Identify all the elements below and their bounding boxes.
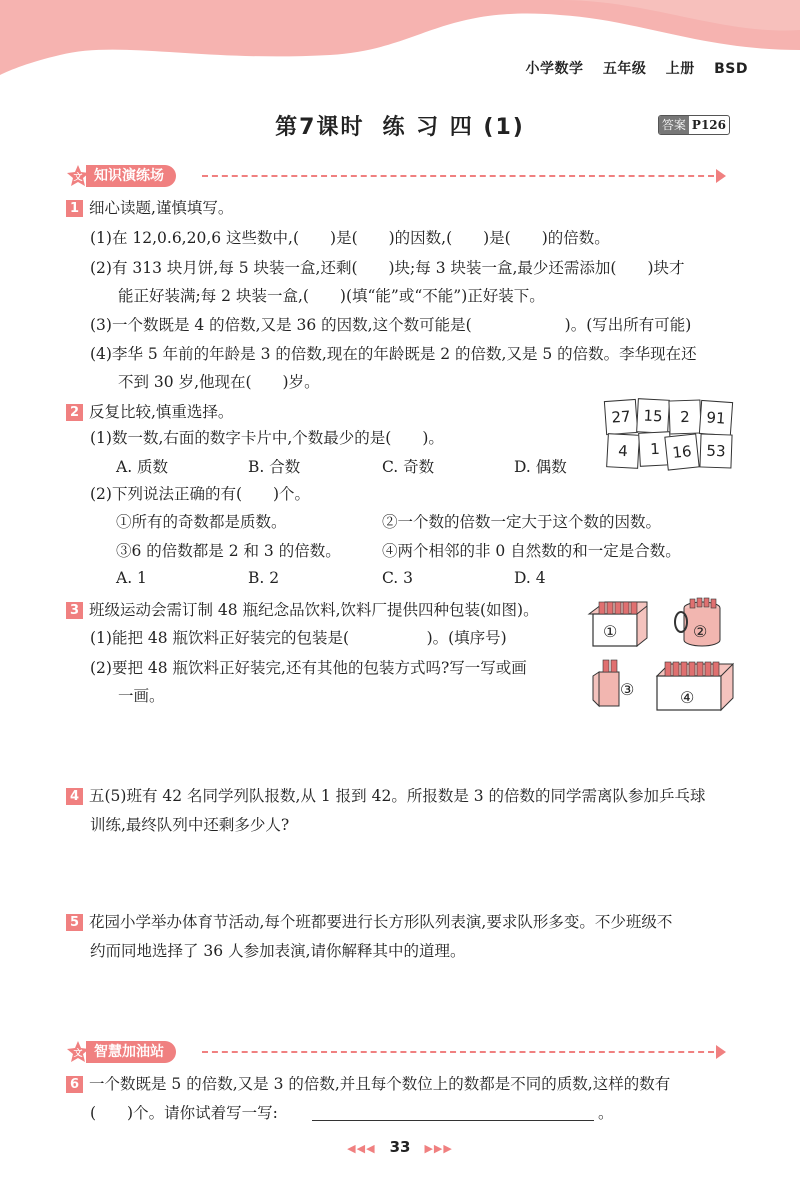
header-subject: 小学数学	[525, 61, 584, 77]
answer-label: 答案	[659, 116, 689, 134]
package-label-1: ①	[603, 622, 618, 641]
section-arrow-icon	[716, 1045, 726, 1059]
q6-line1	[66, 1074, 670, 1094]
q4-line1	[66, 786, 706, 806]
q1-number: 1	[66, 200, 83, 217]
q3-text: 班级运动会需订制 48 瓶纪念品饮料,饮料厂提供四种包装(如图)。	[89, 601, 539, 619]
q6-answer-line	[312, 1120, 594, 1121]
q6-number: 6	[66, 1076, 83, 1093]
package-label-4: ④	[680, 688, 695, 707]
q2-option2-b: B. 2	[248, 569, 280, 587]
header-grade: 五年级	[602, 61, 647, 77]
q2-statement-4: ④两个相邻的非 0 自然数的和一定是合数。	[382, 542, 681, 560]
header-info	[512, 58, 749, 78]
q3-part1: (1)能把 48 瓶饮料正好装完的包装是( )。(填序号)	[90, 629, 507, 647]
section-divider	[202, 1051, 714, 1053]
q5-line1	[66, 912, 672, 932]
q2-part1: (1)数一数,右面的数字卡片中,个数最少的是( )。	[90, 429, 444, 447]
q2-stem	[66, 402, 233, 422]
header-edition: BSD	[714, 61, 748, 77]
q2-option-b: B. 合数	[248, 458, 301, 476]
q2-option2-a: A. 1	[116, 569, 147, 587]
answer-page: P126	[691, 118, 726, 132]
package-label-3: ③	[620, 680, 635, 699]
page-footer	[0, 1138, 800, 1156]
number-card: 1	[638, 431, 672, 467]
package-box-4-icon	[657, 662, 733, 710]
q1-text: 细心读题,谨慎填写。	[89, 199, 234, 217]
q1-part2-line1: (2)有 313 块月饼,每 5 块装一盒,还剩( )块;每 3 块装一盒,最少还需添加( )块才	[90, 259, 685, 277]
right-arrows-icon: ▶▶▶	[424, 1142, 453, 1155]
q1-stem	[66, 198, 233, 218]
q2-option-c: C. 奇数	[382, 458, 435, 476]
q3-number: 3	[66, 602, 83, 619]
section-header-challenge	[66, 1040, 176, 1064]
svg-text:文: 文	[73, 173, 83, 183]
package-illustrations	[585, 596, 735, 716]
header-volume: 上册	[665, 61, 695, 77]
q6-line2: ( )个。请你试着写一写:	[90, 1104, 278, 1122]
section-divider	[202, 175, 714, 177]
q5-text: 花园小学举办体育节活动,每个班都要进行长方形队列表演,要求队形多变。不少班级不	[89, 913, 673, 931]
q6-period: 。	[598, 1104, 614, 1122]
q4-number: 4	[66, 788, 83, 805]
number-card: 91	[699, 400, 733, 436]
q4-line2: 训练,最终队列中还剩多少人?	[90, 816, 290, 834]
q2-text: 反复比较,慎重选择。	[89, 403, 234, 421]
number-card: 16	[664, 433, 699, 470]
q2-option-a: A. 质数	[116, 458, 169, 476]
number-card: 53	[699, 433, 732, 468]
q1-part2-line2: 能正好装满;每 2 块装一盒,( )(填“能”或“不能”)正好装下。	[118, 287, 545, 305]
q1-part1: (1)在 12,0.6,20,6 这些数中,( )是( )的因数,( )是( )的倍数。	[90, 229, 610, 247]
section-title-challenge: 智慧加油站	[86, 1041, 176, 1063]
lesson-number: 第7课时	[275, 115, 365, 140]
star-burst-icon	[66, 164, 90, 188]
q6-text: 一个数既是 5 的倍数,又是 3 的倍数,并且每个数位上的数都是不同的质数,这样的数有	[89, 1075, 671, 1093]
q5-line2: 约而同地选择了 36 人参加表演,请你解释其中的道理。	[90, 942, 466, 960]
q1-part4-line2: 不到 30 岁,他现在( )岁。	[118, 373, 320, 391]
q3-part2-line2: 一画。	[118, 687, 165, 705]
q1-part4-line1: (4)李华 5 年前的年龄是 3 的倍数,现在的年龄既是 2 的倍数,又是 5 的倍数。李华现在还	[90, 345, 697, 363]
q2-statement-2: ②一个数的倍数一定大于这个数的因数。	[382, 513, 662, 531]
q3-stem	[66, 600, 539, 620]
left-arrows-icon: ◀◀◀	[347, 1142, 376, 1155]
q2-option2-d: D. 4	[514, 569, 546, 587]
q2-number: 2	[66, 404, 83, 421]
section-header-practice	[66, 164, 176, 188]
star-burst-icon	[66, 1040, 90, 1064]
section-arrow-icon	[716, 169, 726, 183]
q3-part2-line1: (2)要把 48 瓶饮料正好装完,还有其他的包装方式吗?写一写或画	[90, 659, 527, 677]
q2-statement-3: ③6 的倍数都是 2 和 3 的倍数。	[116, 542, 341, 560]
q2-part2: (2)下列说法正确的有( )个。	[90, 485, 311, 503]
number-card: 27	[604, 399, 638, 435]
svg-text:文: 文	[73, 1049, 83, 1059]
package-label-2: ②	[693, 622, 708, 641]
page-number: 33	[389, 1138, 411, 1156]
package-box-3-icon	[593, 660, 619, 706]
lesson-name: 练 习 四 (1)	[382, 115, 525, 140]
q5-number: 5	[66, 914, 83, 931]
number-card: 4	[606, 433, 640, 469]
q2-option-d: D. 偶数	[514, 458, 567, 476]
q1-part3: (3)一个数既是 4 的倍数,又是 36 的因数,这个数可能是( )。(写出所有可能)	[90, 316, 692, 334]
q2-statement-1: ①所有的奇数都是质数。	[116, 513, 287, 531]
section-title-practice: 知识演练场	[86, 165, 176, 187]
number-card: 15	[636, 398, 670, 434]
q2-option2-c: C. 3	[382, 569, 414, 587]
answer-badge	[658, 115, 730, 135]
package-box-1-icon	[589, 602, 647, 646]
number-card: 2	[668, 399, 701, 434]
q4-text: 五(5)班有 42 名同学列队报数,从 1 报到 42。所报数是 3 的倍数的同学需离队参加乒乓球	[89, 787, 706, 805]
